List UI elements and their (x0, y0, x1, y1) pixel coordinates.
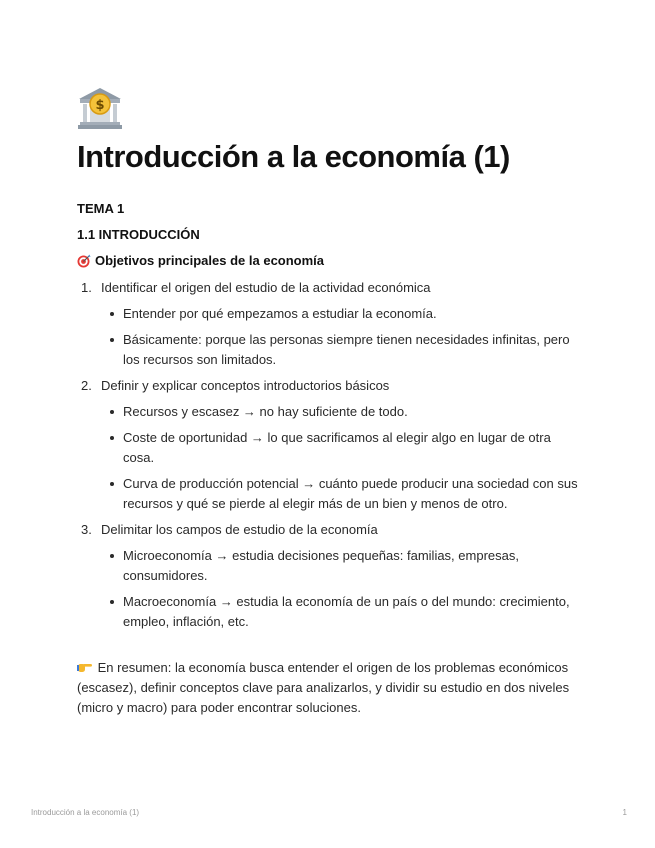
sub-list-item (101, 428, 582, 468)
sub-list-item (101, 304, 582, 324)
sub-list-item (101, 592, 582, 632)
list-item (77, 520, 582, 632)
list-item-text: Delimitar los campos de estudio de la economía (101, 522, 378, 537)
sub-list (101, 402, 582, 514)
bullet (110, 482, 114, 486)
objectives-heading (77, 252, 582, 270)
document-page (77, 86, 582, 718)
summary-paragraph (77, 658, 582, 718)
sub-list-item-text: Entender por qué empezamos a estudiar la economía. (123, 306, 437, 321)
page-title: Introducción a la economía (1) (77, 139, 510, 174)
sub-list-item (101, 474, 582, 514)
sub-list-item-text: Microeconomía → estudia decisiones pequeñas: familias, empresas, consumidores. (123, 548, 519, 583)
footer-page-number: 1 (622, 808, 627, 817)
bullet (110, 554, 114, 558)
list-item (77, 376, 582, 514)
list-number: 2. (81, 378, 92, 393)
bullet (110, 600, 114, 604)
sub-list-item-text: Recursos y escasez → no hay suficiente de todo. (123, 404, 408, 419)
target-icon (77, 254, 91, 268)
svg-text:$: $ (95, 98, 105, 113)
list-item-text: Definir y explicar conceptos introductorios básicos (101, 378, 390, 393)
list-item (77, 278, 582, 370)
sub-list-item-text: Básicamente: porque las personas siempre tienen necesidades infinitas, pero los recursos son limitados. (123, 332, 570, 367)
bullet (110, 338, 114, 342)
section-heading: 1.1 INTRODUCCIÓN (77, 227, 200, 242)
sub-list (101, 304, 582, 370)
sub-list-item-text: Curva de producción potencial → cuánto puede producir una sociedad con sus recursos y qué se pierde al elegir más de un bien y menos de otro. (123, 476, 578, 511)
bullet (110, 312, 114, 316)
sub-list-item (101, 546, 582, 586)
objectives-list (77, 278, 582, 632)
list-item-text: Identificar el origen del estudio de la actividad económica (101, 280, 431, 295)
sub-list-item-text: Coste de oportunidad → lo que sacrificamos al elegir algo en lugar de otra cosa. (123, 430, 551, 465)
sub-list-item (101, 402, 582, 422)
sub-list (101, 546, 582, 632)
sub-list-item (101, 330, 582, 370)
footer-title: Introducción a la economía (1) (31, 808, 140, 817)
bank-icon (77, 86, 123, 130)
bullet (110, 410, 114, 414)
sub-list-item-text: Macroeconomía → estudia la economía de un país o del mundo: crecimiento, empleo, inflación, etc. (123, 594, 570, 629)
pointing-hand-icon (77, 661, 92, 673)
list-number: 1. (81, 280, 92, 295)
objectives-heading-text: Objetivos principales de la economía (95, 253, 325, 268)
tema-heading: TEMA 1 (77, 201, 125, 216)
list-number: 3. (81, 522, 92, 537)
summary-text: En resumen: la economía busca entender el origen de los problemas económicos (escasez), definir conceptos clave para analizarlos, y dividir su estudio en dos niveles (micro y macro) para poder encontrar soluciones. (77, 660, 570, 715)
bullet (110, 436, 114, 440)
